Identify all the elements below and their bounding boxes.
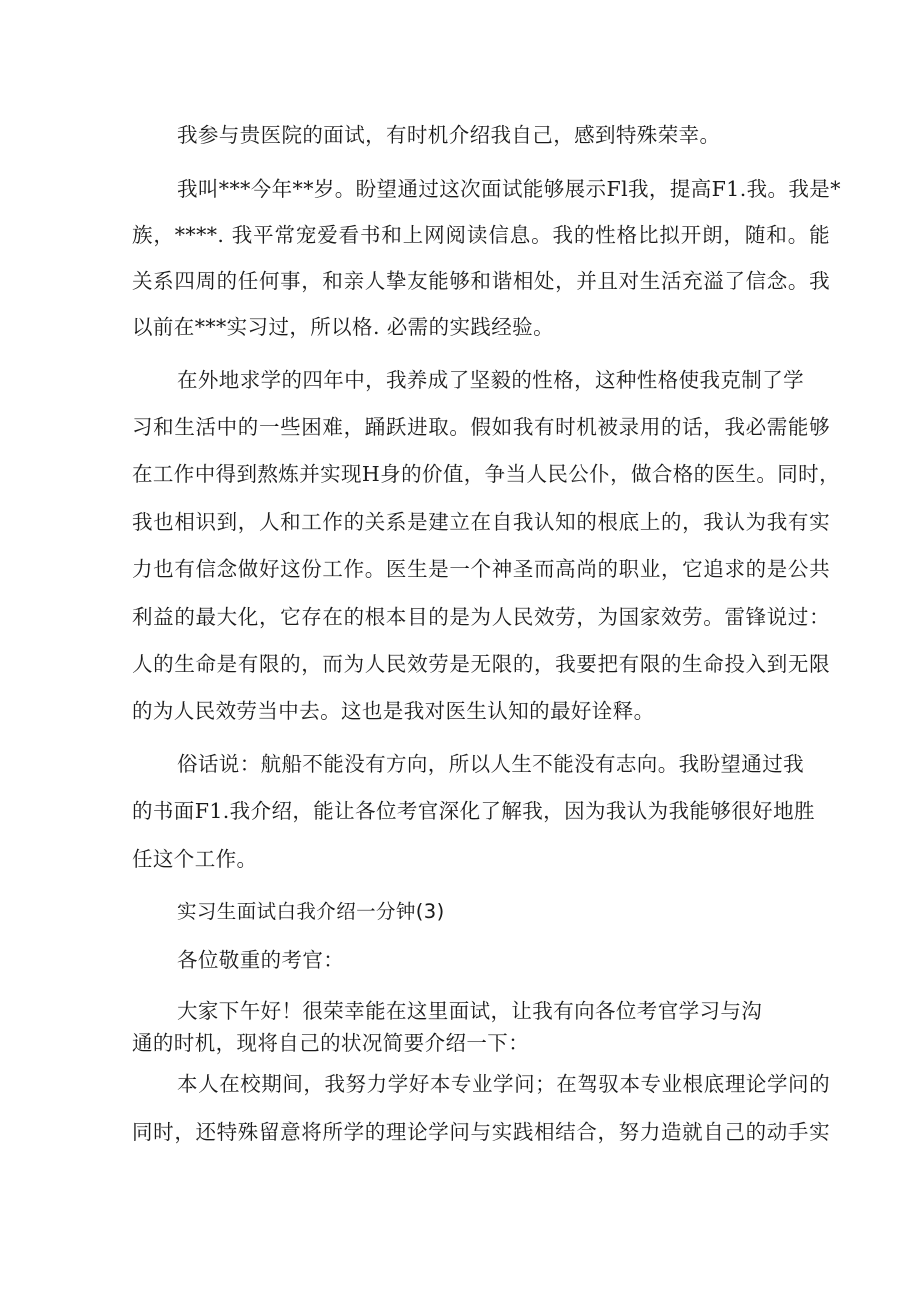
paragraph-2-line-3: 关系四周的任何事，和亲人挚友能够和谐相处，并且对生活充溢了信念。我 (132, 269, 830, 293)
paragraph-5-line-1: 大家下午好！很荣幸能在这里面试，让我有向各位考官学习与沟 (177, 999, 763, 1023)
section-heading: 实习生面试白我介绍一分钟(3) (177, 900, 445, 923)
paragraph-3-line-8: 的为人民效劳当中去。这也是我对医生认知的最好诠释。 (132, 699, 655, 723)
paragraph-2-line-4: 以前在***实习过，所以格. 必需的实践经验。 (132, 315, 554, 339)
paragraph-1-line-1: 我参与贵医院的面试，有时机介绍我自己，感到特殊荣幸。 (177, 123, 721, 147)
paragraph-3-line-7: 人的生命是有限的，而为人民效劳是无限的，我要把有限的生命投入到无限 (132, 652, 830, 676)
paragraph-5-line-2: 通的时机，现将自己的状况简要介绍一下： (132, 1031, 530, 1055)
paragraph-3-line-3: 在工作中得到熬炼并实现H身的价值，争当人民公仆，做合格的医生。同时， (132, 462, 840, 486)
paragraph-3-line-5: 力也有信念做好这份工作。医生是一个神圣而高尚的职业，它追求的是公共 (132, 557, 830, 581)
paragraph-3-line-4: 我也相识到，人和工作的关系是建立在自我认知的根底上的，我认为我有实 (132, 510, 830, 534)
paragraph-3-line-6: 利益的最大化，它存在的根本目的是为人民效劳，为国家效劳。雷锋说过： (132, 605, 830, 629)
paragraph-4-line-2: 的书面F1.我介绍，能让各位考官深化了解我，因为我认为我能够很好地胜 (132, 799, 815, 823)
paragraph-4-line-1: 俗话说：航船不能没有方向，所以人生不能没有志向。我盼望通过我 (177, 752, 804, 776)
salutation: 各位敬重的考官： (177, 948, 345, 972)
paragraph-6-line-2: 同时，还特殊留意将所学的理论学问与实践相结合，努力造就自己的动手实 (132, 1120, 830, 1144)
paragraph-4-line-3: 任这个工作。 (132, 847, 258, 871)
paragraph-2-line-2: 族，****. 我平常宠爱看书和上网阅读信息。我的性格比拟开朗，随和。能 (132, 223, 830, 247)
paragraph-6-line-1: 本人在校期间，我努力学好本专业学问；在驾驭本专业根底理论学问的 (177, 1072, 830, 1096)
paragraph-2-line-1: 我叫***今年**岁。盼望通过这次面试能够展示Fl我，提高F1.我。我是* (177, 177, 841, 201)
paragraph-3-line-1: 在外地求学的四年中，我养成了坚毅的性格，这种性格使我克制了学 (177, 368, 804, 392)
paragraph-3-line-2: 习和生活中的一些困难，踊跃进取。假如我有时机被录用的话，我必需能够 (132, 415, 830, 439)
